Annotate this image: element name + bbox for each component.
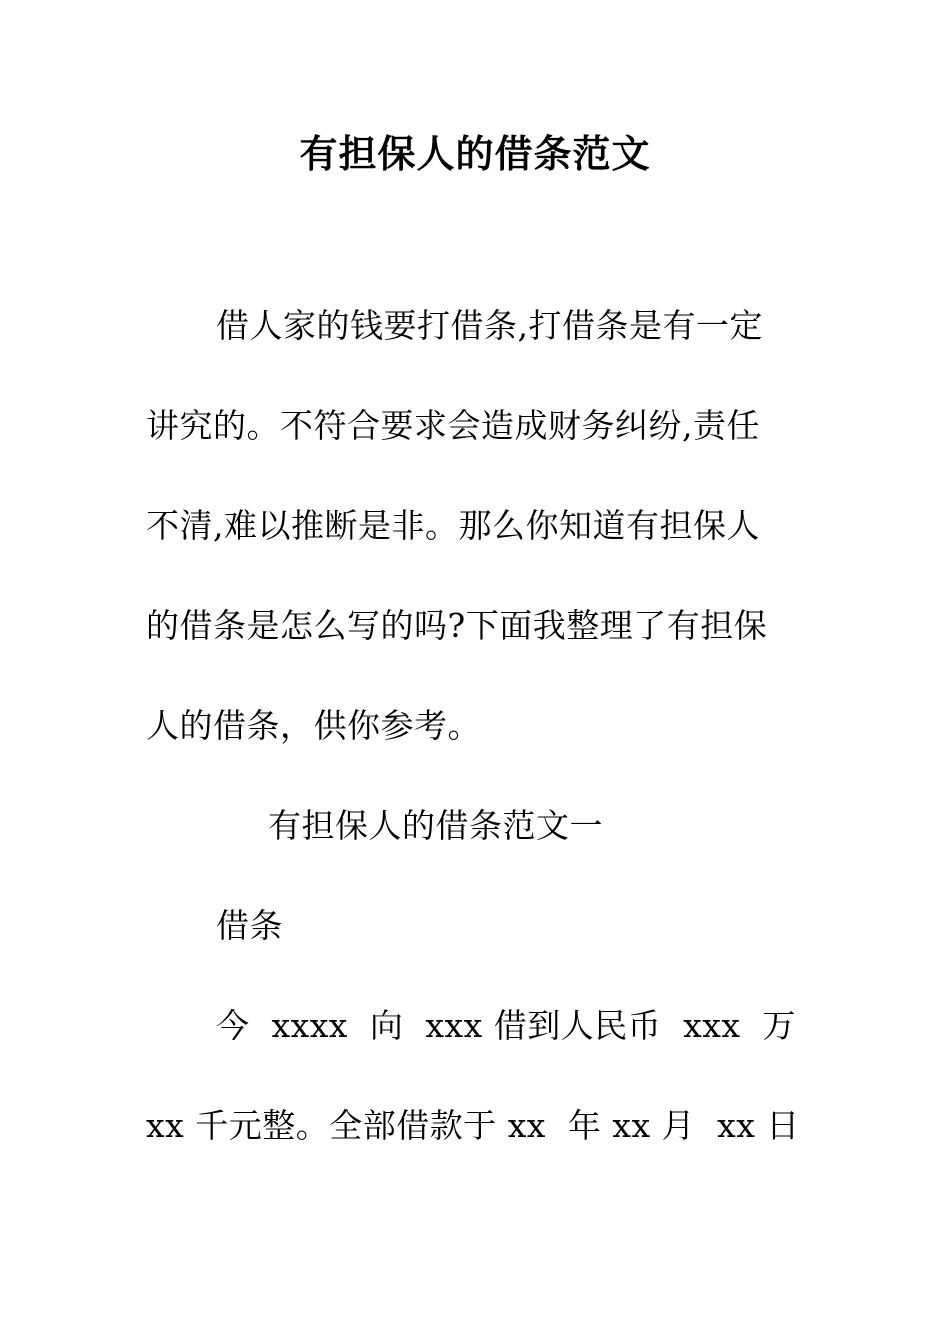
document-title: 有担保人的借条范文: [299, 131, 651, 176]
body-line: 的借条是怎么写的吗?下面我整理了有担保: [146, 606, 768, 645]
body-line: xx 千元整。全部借款于 xx 年 xx 月 xx 日: [146, 1106, 800, 1145]
body-line: 今 xxxx 向 xxx 借到人民币 xxx 万: [216, 1006, 796, 1045]
body-line: 讲究的。不符合要求会造成财务纠纷,责任: [146, 406, 760, 445]
note-heading: 借条: [216, 906, 283, 945]
body-line: 借人家的钱要打借条,打借条是有一定: [216, 306, 763, 345]
section-heading: 有担保人的借条范文一: [268, 806, 603, 845]
body-line: 人的借条，供你参考。: [146, 706, 481, 745]
body-line: 不清,难以推断是非。那么你知道有担保人: [146, 506, 760, 545]
